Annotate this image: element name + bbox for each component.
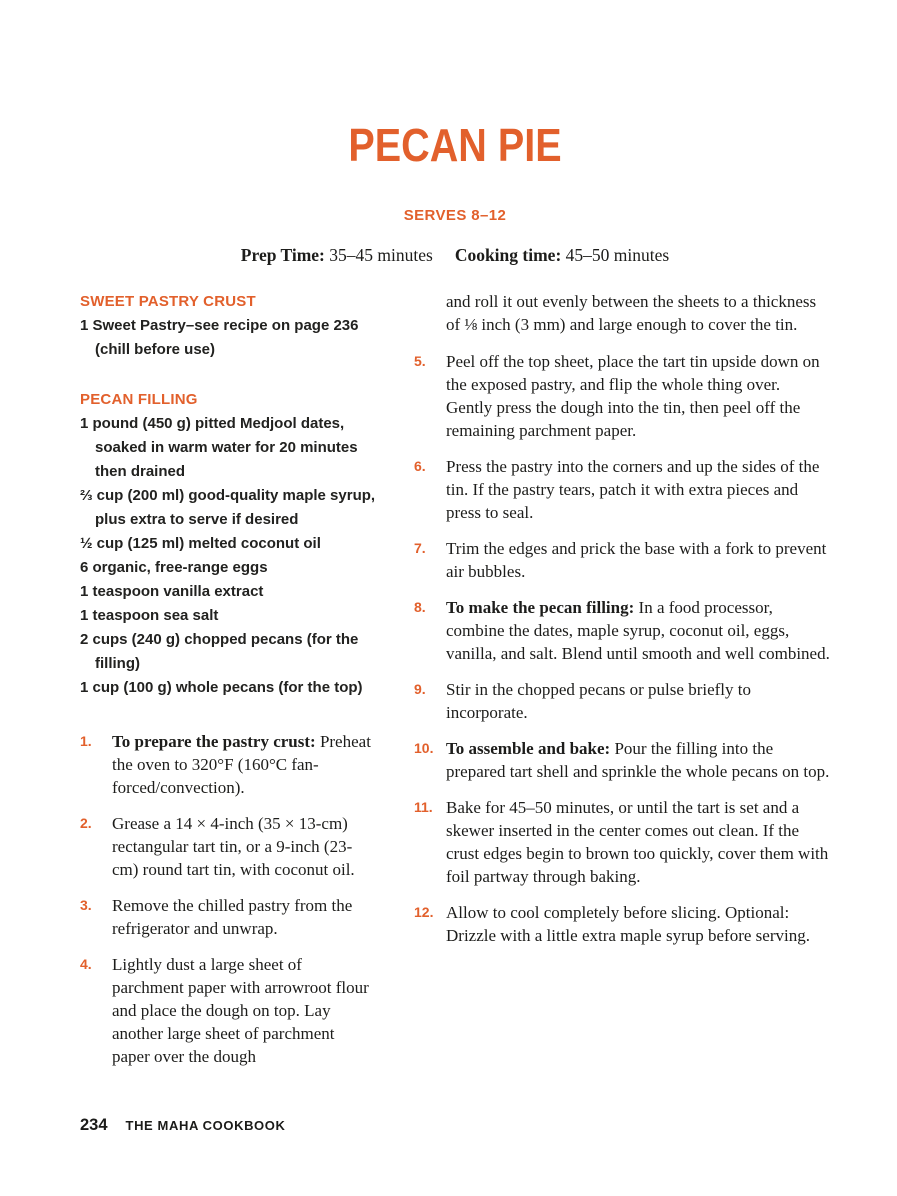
step-text: Press the pastry into the corners and up the sides of the tin. If the pastry tears, patch it with extra pieces and press to seal. [446,457,820,522]
recipe-step [80,894,376,940]
step-number: 9. [414,681,426,697]
page-number: 234 [80,1116,108,1134]
step-number: 2. [80,815,92,831]
prep-time-value: 35–45 minutes [329,245,433,265]
recipe-step [414,796,830,888]
recipe-step [414,537,830,583]
recipe-step [414,737,830,783]
ingredient-item: ½ cup (125 ml) melted coconut oil [80,535,321,552]
step-text: To make the pecan filling: In a food processor, combine the dates, maple syrup, coconut oil, eggs, vanilla, and salt. Blend until smooth and well combined. [446,598,830,663]
step-text: Grease a 14 × 4-inch (35 × 13-cm) rectangular tart tin, or a 9-inch (23-cm) round tart tin, with coconut oil. [112,814,355,879]
cook-time [455,245,669,265]
prep-time [241,245,433,265]
step-lead: To assemble and bake: [446,739,615,758]
recipe-title-text: PECAN PIE [348,119,562,171]
ingredient-section-heading: SWEET PASTRY CRUST [80,293,256,310]
step-four-continuation: and roll it out evenly between the sheets to a thickness of ⅛ inch (3 mm) and large enough to cover the tin. [446,292,817,334]
step-lead: To make the pecan filling: [446,598,639,617]
step-number: 12. [414,904,434,920]
ingredient-item: 1 teaspoon vanilla extract [80,583,264,600]
step-text: Lightly dust a large sheet of parchment paper with arrowroot flour and place the dough on top. Lay another large sheet of parchment paper over the dough [112,955,369,1066]
step-text: Stir in the chopped pecans or pulse briefly to incorporate. [446,680,751,722]
step-number: 3. [80,897,92,913]
steps-right [414,350,830,947]
left-column [80,290,376,1081]
recipe-step [414,678,830,724]
step-text: Bake for 45–50 minutes, or until the tart is set and a skewer inserted in the center comes out clean. If the crust edges begin to brown too quickly, cover them with foil partway through baking. [446,798,829,886]
ingredient-section [80,388,376,700]
prep-time-label: Prep Time: [240,245,325,265]
ingredient-item: ⅔ cup (200 ml) good-quality maple syrup, plus extra to serve if desired [80,487,376,528]
recipe-step [414,596,830,665]
step-number: 6. [414,458,426,474]
book-title: THE MAHA COOKBOOK [125,1118,286,1133]
ingredients-area [80,290,376,700]
ingredient-item: 1 pound (450 g) pitted Medjool dates, soaked in warm water for 20 minutes then drained [80,415,358,480]
step-number: 4. [80,956,92,972]
times-line [80,245,830,266]
cook-time-label: Cooking time: [454,245,562,265]
recipe-title [80,119,830,171]
two-column-body [80,290,830,1081]
ingredient-item: 1 cup (100 g) whole pecans (for the top) [80,679,363,696]
page-footer [80,1116,285,1135]
step-number: 5. [414,353,426,369]
step-text: To prepare the pastry crust: Preheat the oven to 320°F (160°C fan-forced/convection). [112,732,371,797]
step-number: 11. [414,799,433,815]
cook-time-value: 45–50 minutes [565,245,670,265]
ingredient-item: 6 organic, free-range eggs [80,559,268,576]
recipe-step [80,953,376,1068]
recipe-step [414,350,830,442]
recipe-step [80,812,376,881]
step-number: 7. [414,540,426,556]
step-lead: To prepare the pastry crust: [112,732,320,751]
recipe-step [80,730,376,799]
recipe-step [414,901,830,947]
ingredient-item: 1 teaspoon sea salt [80,607,219,624]
step-text: Peel off the top sheet, place the tart tin upside down on the exposed pastry, and flip the whole thing over. Gently press the dough into the tin, then peel off the remaining parchment paper. [446,352,820,440]
step-text: Trim the edges and prick the base with a fork to prevent air bubbles. [446,539,827,581]
step-text: Allow to cool completely before slicing. Optional: Drizzle with a little extra maple syrup before serving. [446,903,810,945]
ingredient-item: 2 cups (240 g) chopped pecans (for the filling) [80,631,359,672]
step-text: Remove the chilled pastry from the refrigerator and unwrap. [112,896,353,938]
recipe-step [414,455,830,524]
ingredient-section [80,290,376,362]
step-text: To assemble and bake: Pour the filling into the prepared tart shell and sprinkle the whole pecans on top. [446,739,830,781]
step-number: 8. [414,599,426,615]
right-column [414,290,830,960]
step-number: 10. [414,740,434,756]
steps-left [80,730,376,1068]
ingredient-item: 1 Sweet Pastry–see recipe on page 236 (chill before use) [80,317,359,358]
step-number: 1. [80,733,92,749]
ingredient-section-heading: PECAN FILLING [80,391,198,408]
serves-line: SERVES 8–12 [403,207,507,224]
